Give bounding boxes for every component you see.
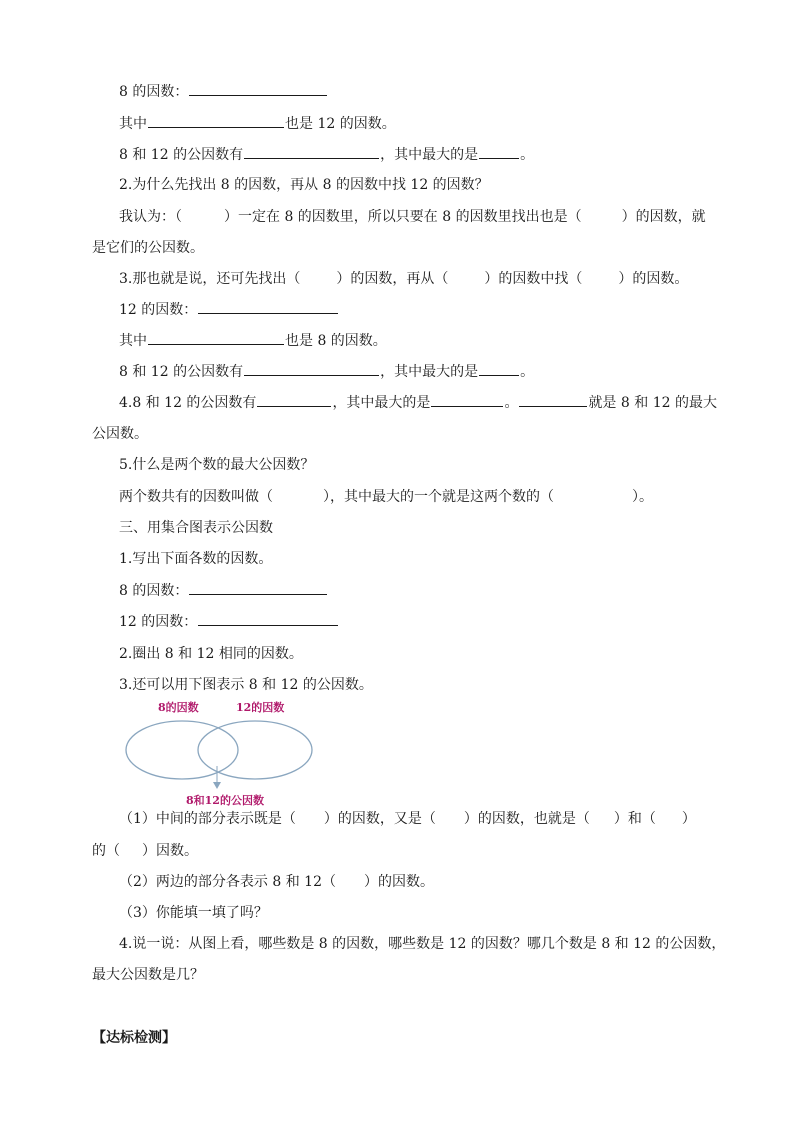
text: 其中: [119, 116, 147, 132]
factors-of-8-line: [0, 81, 794, 103]
text: 4.8 和 12 的公因数有: [119, 395, 257, 411]
factors-of-12-line-2: [0, 611, 794, 633]
text: ，其中最大的是: [380, 147, 479, 163]
section-standard-test-heading: [0, 1027, 794, 1049]
arrow-head-icon: [213, 782, 221, 789]
task-2: [0, 643, 794, 665]
text: 12 的因数：: [119, 614, 198, 630]
text: 2.为什么先找出 8 的因数，再从 8 的因数中找 12 的因数？: [119, 177, 489, 193]
answer-blank[interactable]: [479, 144, 519, 159]
text: 是它们的公因数。: [92, 240, 204, 256]
question-3: [0, 268, 794, 290]
answer-blank[interactable]: [479, 361, 519, 376]
text: ）的因数，又是（: [323, 811, 436, 827]
question-5: [0, 454, 794, 476]
task-4-cont: [0, 964, 794, 986]
answer-blank[interactable]: [431, 392, 503, 407]
text: ）一定在 8 的因数里，所以只要在 8 的因数里找出也是（: [224, 209, 582, 225]
text: ）的因数。: [618, 271, 689, 287]
text: 两个数共有的因数叫做（: [119, 489, 273, 505]
text: 12 的因数：: [119, 302, 198, 318]
task-1: [0, 548, 794, 570]
text: 3.那也就是说，还可先找出（: [119, 271, 301, 287]
also-factor-of-12-line: [0, 113, 794, 135]
venn-left-label: 8的因数: [158, 701, 199, 714]
text: 8 的因数：: [119, 583, 189, 599]
text: ）。: [632, 489, 653, 505]
text: 8 和 12 的公因数有: [119, 364, 244, 380]
question-5-answer: [0, 486, 794, 508]
text: 【达标检测】: [92, 1030, 176, 1046]
text: 8 的因数：: [119, 84, 189, 100]
answer-blank[interactable]: [519, 392, 587, 407]
venn-right-label: 12的因数: [236, 701, 285, 714]
also-factor-of-8-line: [0, 330, 794, 352]
left-set-ellipse: [126, 721, 238, 779]
text: 3.还可以用下图表示 8 和 12 的公因数。: [119, 677, 373, 693]
text: ）的因数，再从（: [336, 271, 449, 287]
answer-blank[interactable]: [198, 299, 338, 314]
text: 我认为：（: [119, 209, 182, 225]
answer-blank[interactable]: [148, 113, 284, 128]
text: 1.写出下面各数的因数。: [119, 551, 273, 567]
text: ）的因数。: [363, 874, 434, 890]
text: 5.什么是两个数的最大公因数？: [119, 457, 315, 473]
right-set-ellipse: [198, 721, 312, 779]
question-3-2: [0, 871, 794, 893]
text: 4.说一说：从图上看，哪些数是 8 的因数，哪些数是 12 的因数？哪几个数是 8 和 12 的公因数，: [119, 936, 726, 952]
text: （3）你能填一填了吗？: [119, 905, 268, 921]
text: 。: [504, 395, 519, 411]
task-3: [0, 674, 794, 696]
text: 8 和 12 的公因数有: [119, 147, 244, 163]
common-factors-line: [0, 144, 794, 166]
text: 2.圈出 8 和 12 相同的因数。: [119, 646, 303, 662]
text: 的（: [92, 843, 120, 859]
text: 就是 8 和 12 的最大: [588, 395, 717, 411]
text: 其中: [119, 333, 147, 349]
venn-diagram: [118, 696, 328, 812]
common-factors-line-2: [0, 361, 794, 383]
question-4-cont: [0, 423, 794, 445]
answer-blank[interactable]: [189, 81, 327, 96]
question-2-answer: [0, 206, 794, 228]
question-2: [0, 174, 794, 196]
text: 。: [520, 364, 535, 380]
text: ）和（: [613, 811, 656, 827]
question-3-1-cont: [0, 840, 794, 862]
task-4: [0, 933, 794, 955]
venn-common-label: 8和12的公因数: [186, 794, 264, 807]
text: ），其中最大的一个就是这两个数的（: [323, 489, 554, 505]
section-3-heading: [0, 517, 794, 539]
answer-blank[interactable]: [257, 392, 331, 407]
text: ）的因数，也就是（: [463, 811, 590, 827]
text: 三、用集合图表示公因数: [119, 520, 273, 536]
answer-blank[interactable]: [198, 611, 338, 626]
question-4: [0, 392, 794, 414]
answer-blank[interactable]: [244, 144, 379, 159]
answer-blank[interactable]: [148, 330, 284, 345]
question-2-answer-cont: [0, 237, 794, 259]
text: ）的因数，就: [621, 209, 706, 225]
question-3-1: [0, 808, 794, 830]
text: ）的因数中找（: [484, 271, 583, 287]
text: （2）两边的部分各表示 8 和 12（: [119, 874, 336, 890]
text: ）因数。: [142, 843, 198, 859]
text: （1）中间的部分表示既是（: [119, 811, 296, 827]
question-3-3: [0, 902, 794, 924]
factors-of-12-line: [0, 299, 794, 321]
text: 也是 12 的因数。: [285, 116, 396, 132]
text: 也是 8 的因数。: [285, 333, 387, 349]
answer-blank[interactable]: [189, 580, 327, 595]
text: ）: [681, 811, 696, 827]
text: 最大公因数是几？: [92, 967, 204, 983]
text: 公因数。: [92, 426, 148, 442]
text: ，其中最大的是: [380, 364, 479, 380]
text: 。: [520, 147, 535, 163]
answer-blank[interactable]: [244, 361, 379, 376]
factors-of-8-line-2: [0, 580, 794, 602]
text: ，其中最大的是: [332, 395, 431, 411]
